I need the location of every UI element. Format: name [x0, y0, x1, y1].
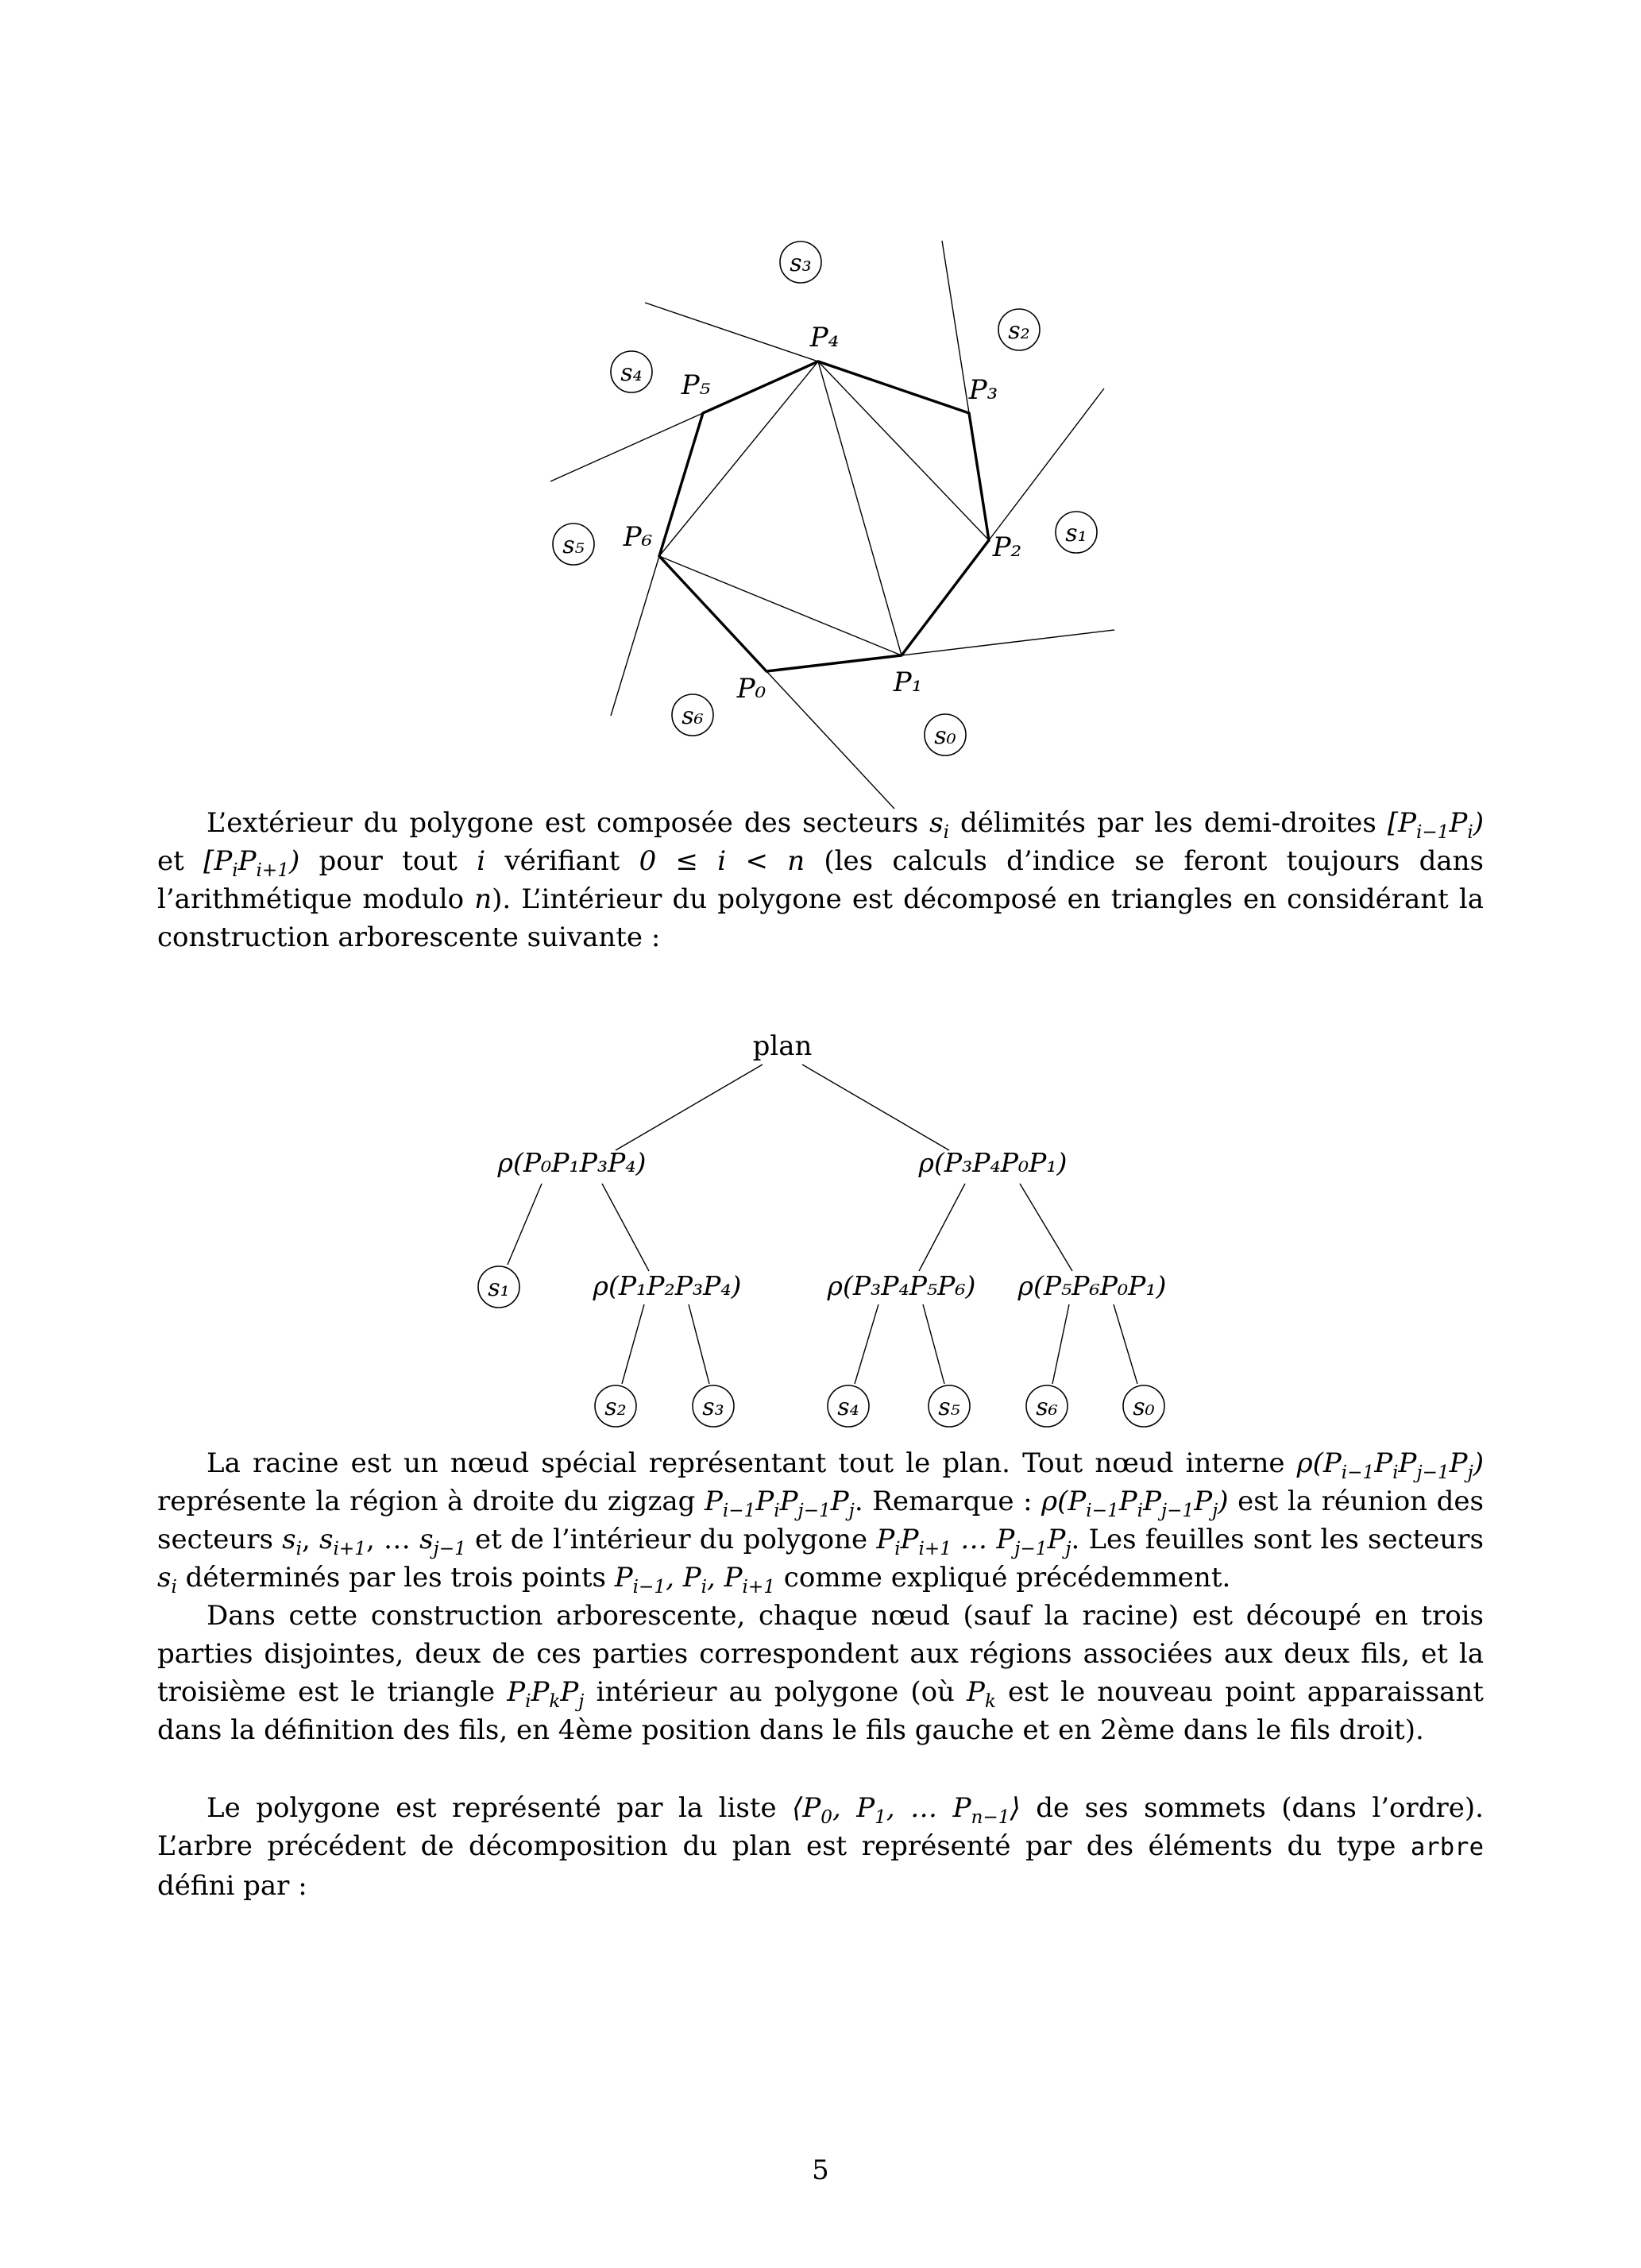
tree-leaf-s1 [478, 1266, 519, 1308]
sector-node-s2 [998, 309, 1040, 350]
tree-edge [1052, 1304, 1069, 1384]
tree-edge [919, 1184, 965, 1271]
paragraph-racine: La racine est un nœud spécial représentant tout le plan. Tout nœud interne $\rho(P_{i-1}P_iP_{j-1}P_j)$ représente la région à droite du zigzag $P_{i-1}P_iP_{j-1}P_j$. Remarque : $\rho(P_{i-1}P_iP_{j-1}P_j)$ est la réunion des secteurs $s_i$, $s_{i+1}$, … $s_{j-1}$ et de l’intérieur du polygone $P_iP_{i+1}$ … $P_{j-1}P_j$. Les feuilles sont les secteurs $s_i$ déterminés par les trois points $P_{i-1}$, $P_i$, $P_{i+1}$ comme expliqué précédemment. [157, 1447, 1484, 1598]
tree-leaf-s3 [693, 1385, 734, 1427]
sector-label: s₁ [488, 1274, 510, 1302]
tree-leaf-s2 [595, 1385, 636, 1427]
tree-node-rho-p0p1p3p4: ρ(P₀P₁P₃P₄) [497, 1147, 647, 1178]
vertex-label-p6: P₆ [623, 521, 653, 553]
tree-edge [1020, 1184, 1072, 1271]
paragraph-exterior-secteurs: L’extérieur du polygone est composée des secteurs $s_i$ délimités par les demi-droites $[P_{i-1}P_i)$ et $[P_iP_{i+1})$ pour tout i vérifiant 0 ≤ i < n (les calculs d’indice se feront toujours dans l’arithmétique modulo n). L’intérieur du polygone est décomposé en triangles en considérant la construction arborescente suivante : [157, 807, 1485, 953]
sector-label: s₃ [790, 249, 812, 277]
paragraph-representation: Le polygone est représenté par la liste $⟨P_0$, $P_1$, … $P_{n-1}⟩$ de ses sommets (dans l’ordre). L’arbre précédent de décomposition du plan est représenté par des éléments du type arbre défini par : [157, 1792, 1484, 1902]
tree-edge [616, 1064, 763, 1150]
halfline-beyond-p5 [550, 413, 703, 481]
polygon-outline [659, 361, 989, 671]
sector-label: s₄ [837, 1393, 859, 1421]
tree-edge [855, 1304, 878, 1384]
tree-leaf-s0 [1123, 1385, 1164, 1427]
sector-label: s₅ [938, 1393, 960, 1421]
sector-node-s5 [553, 524, 594, 565]
sector-node-s4 [611, 351, 652, 392]
tree-edge [622, 1304, 644, 1384]
halfline-beyond-p3 [942, 241, 969, 413]
vertex-label-p4: P₄ [809, 322, 840, 354]
tree-edge [602, 1184, 649, 1271]
vertex-label-p5: P₅ [681, 369, 711, 401]
tree-node-rho-p3p4p0p1: ρ(P₃P₄P₀P₁) [918, 1147, 1068, 1178]
halfline-beyond-p6 [611, 556, 659, 716]
sector-node-s0 [925, 714, 966, 755]
tree-node-rho-p5p6p0p1: ρ(P₅P₆P₀P₁) [1017, 1270, 1167, 1301]
halfline-beyond-p1 [902, 630, 1114, 655]
tree-leaf-s6 [1026, 1385, 1068, 1427]
tree-edge [923, 1304, 944, 1384]
sector-node-s1 [1056, 512, 1097, 553]
tree-edge [802, 1064, 949, 1150]
sector-label: s₄ [620, 359, 643, 387]
halfline-beyond-p4 [645, 303, 818, 361]
sector-label: s₃ [702, 1393, 724, 1421]
vertex-label-p0: P₀ [736, 673, 766, 705]
sector-label: s₂ [604, 1393, 627, 1421]
decomposition-tree-figure [445, 1025, 1207, 1438]
tree-leaf-s4 [828, 1385, 869, 1427]
polygon-figure [477, 222, 1176, 850]
sector-label: s₀ [1133, 1393, 1155, 1421]
tree-edge [508, 1184, 542, 1265]
tree-edges [508, 1064, 1137, 1384]
vertex-label-p1: P₁ [893, 666, 923, 698]
page-number: 5 [812, 2154, 829, 2186]
sector-label: s₂ [1008, 317, 1030, 345]
tree-edge [689, 1304, 709, 1384]
diagonal-p6-p1 [659, 556, 902, 655]
halfline-beyond-p0 [766, 671, 894, 809]
tree-edge [1114, 1304, 1137, 1384]
tree-node-rho-p3p4p5p6: ρ(P₃P₄P₅P₆) [827, 1270, 976, 1301]
vertex-label-p2: P₂ [992, 531, 1022, 563]
tree-root-plan: plan [752, 1030, 813, 1062]
sector-label: s₁ [1065, 520, 1087, 547]
triangulation-diagonals [659, 361, 989, 655]
tree-leaf-s5 [929, 1385, 970, 1427]
sector-node-s3 [780, 241, 821, 283]
sector-label: s₆ [1036, 1393, 1058, 1421]
sector-label: s₀ [934, 722, 956, 750]
sector-node-s6 [672, 694, 713, 736]
paragraph-construction: Dans cette construction arborescente, chaque nœud (sauf la racine) est découpé en trois parties disjointes, deux de ces parties correspondent aux régions associées aux deux fils, et la troisième est le triangle $P_iP_kP_j$ intérieur au polygone (où $P_k$ est le nouveau point apparaissant dans la définition des fils, en 4ème position dans le fils gauche et en 2ème dans le fils droit). [157, 1600, 1484, 1746]
vertex-label-p3: P₃ [968, 374, 998, 406]
sector-label: s₅ [562, 531, 585, 559]
sector-label: s₆ [681, 702, 704, 730]
tree-node-rho-p1p2p3p4: ρ(P₁P₂P₃P₄) [593, 1270, 742, 1301]
